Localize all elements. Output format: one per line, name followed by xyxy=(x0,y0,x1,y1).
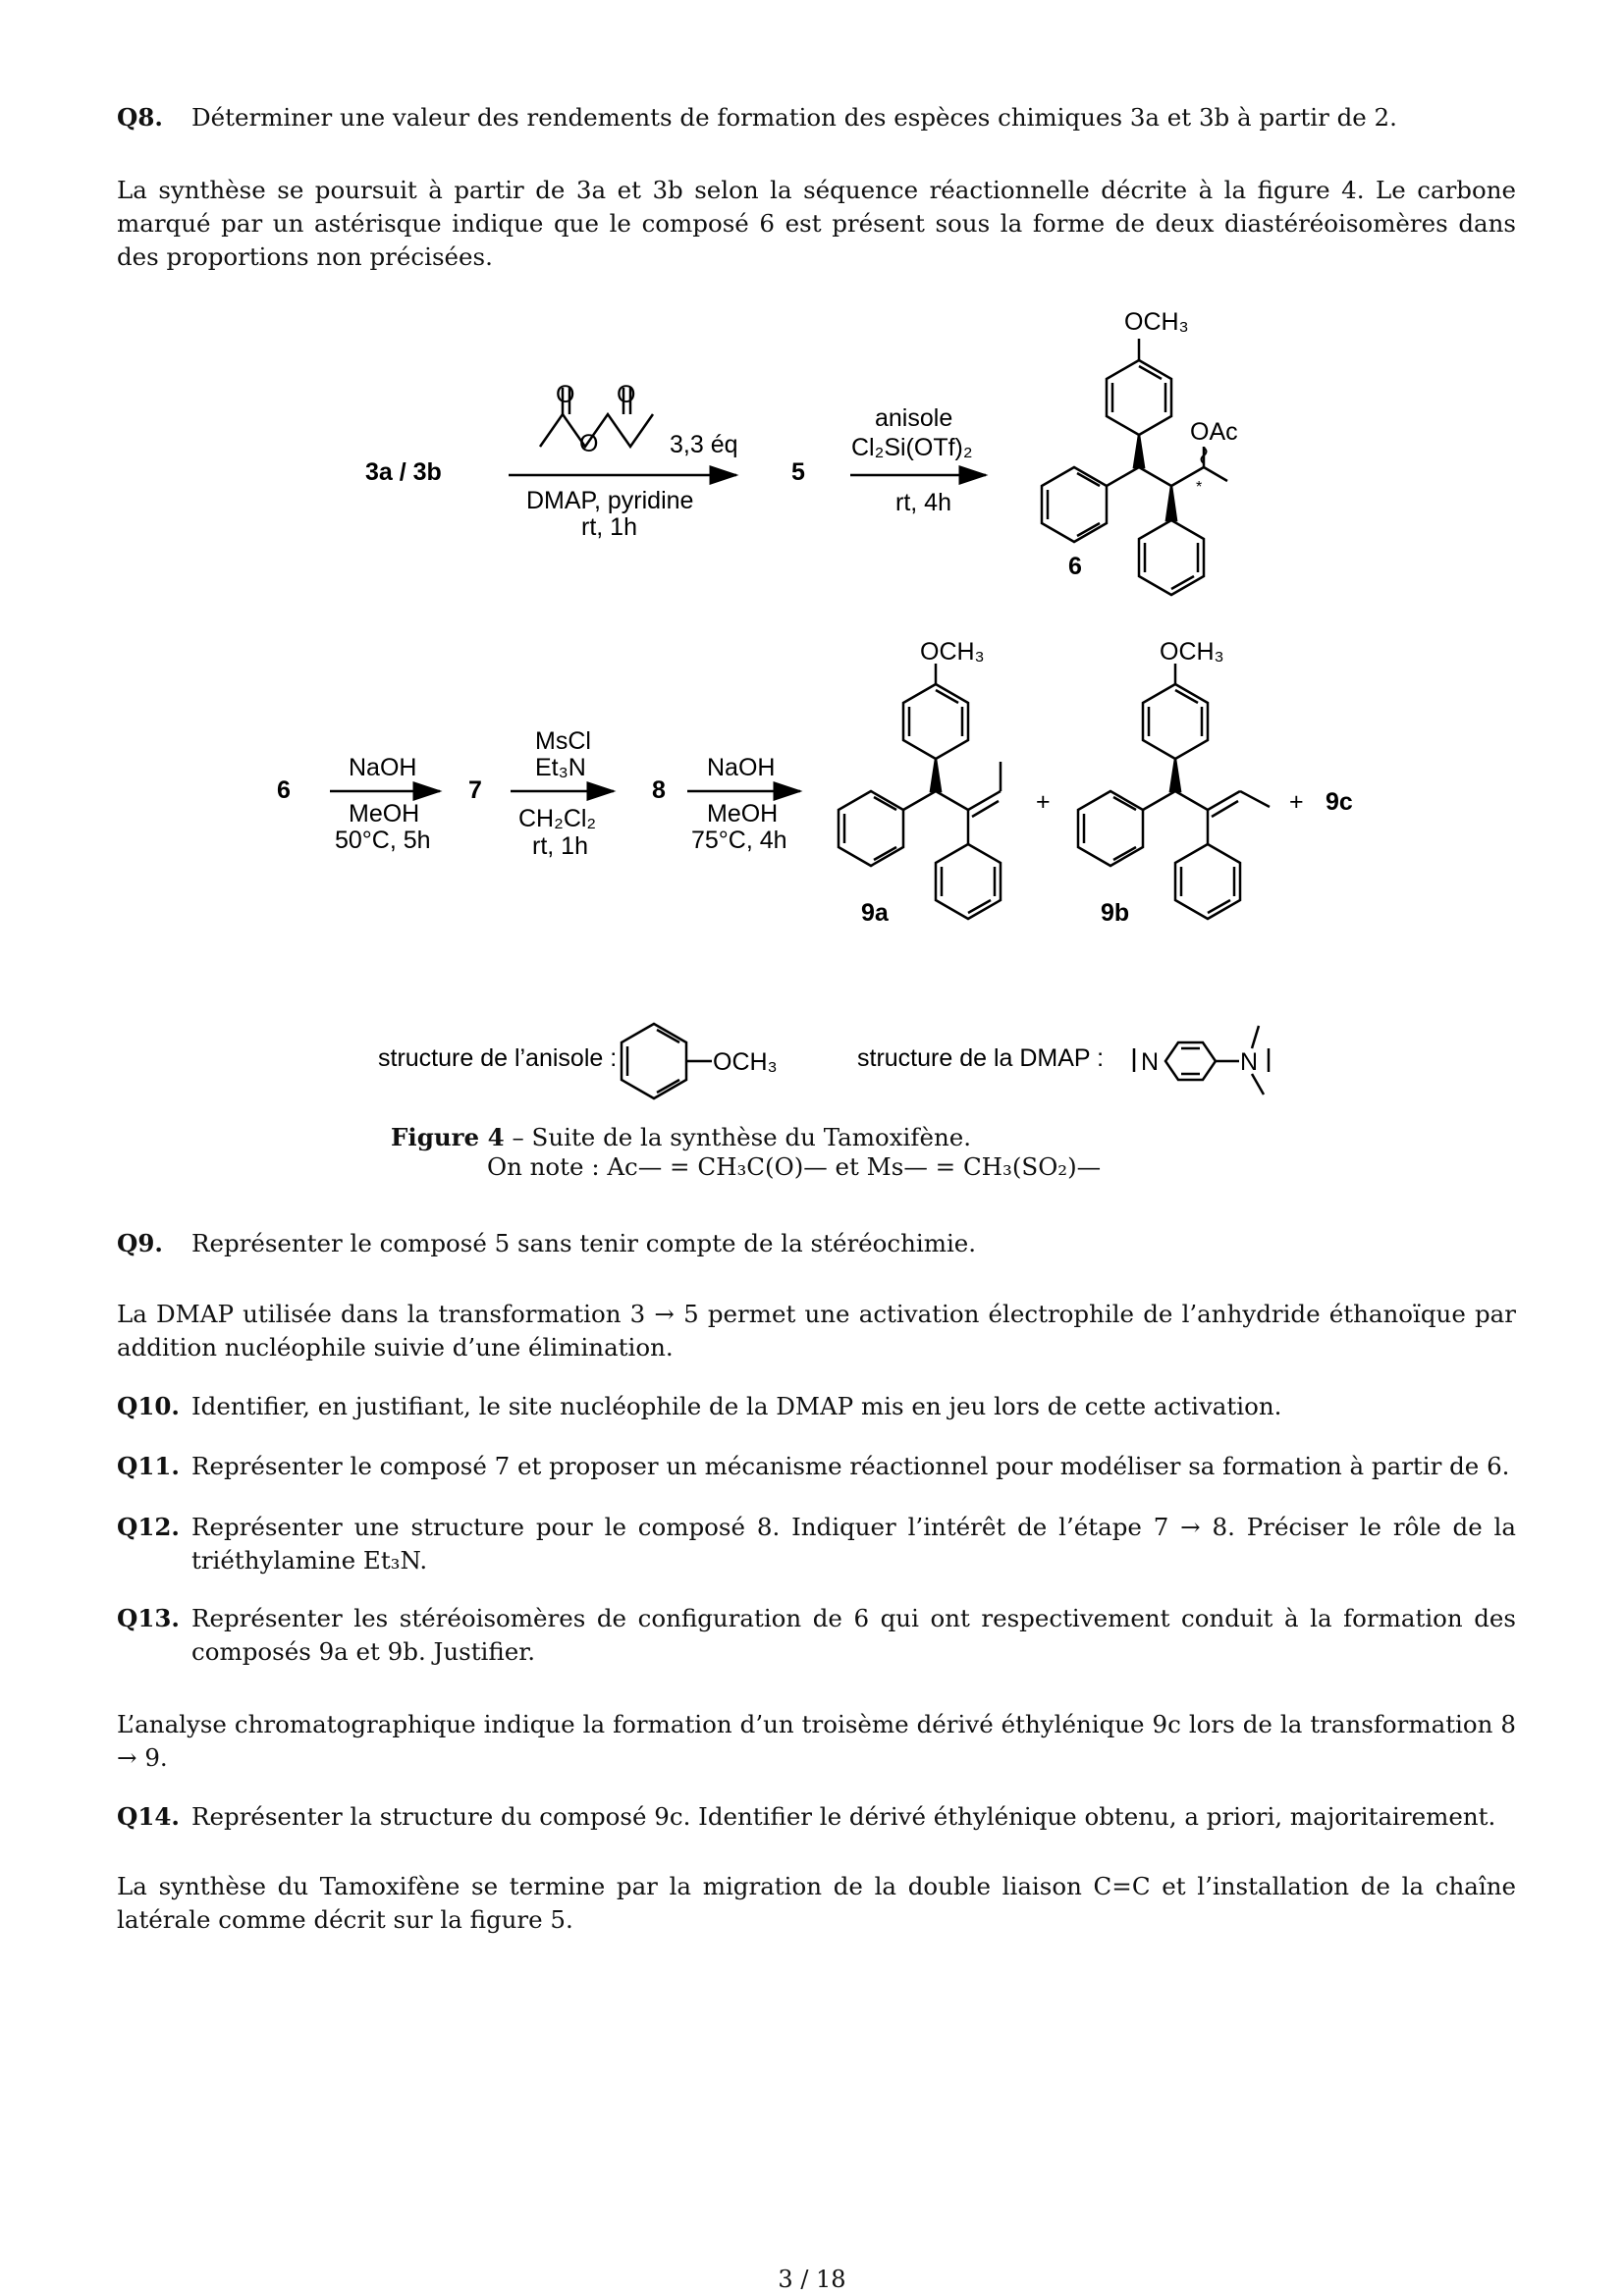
question-number: Q8. xyxy=(117,103,163,132)
start-compounds-label: 3a / 3b xyxy=(365,458,442,486)
compound-6-label: 6 xyxy=(1068,553,1082,580)
question-number: Q9. xyxy=(117,1229,163,1257)
question-text: Représenter une structure pour le composé 8. Indiquer l’intérêt de l’étape 7 → 8. Préciser le rôle de la triéthylamine Et₃N. xyxy=(191,1513,1516,1575)
question-q13 xyxy=(117,1602,1516,1669)
conditions-label: rt, 1h xyxy=(532,832,588,860)
conditions-label: 75°C, 4h xyxy=(691,827,787,854)
anisole-structure-label: structure de l’anisole : xyxy=(378,1044,618,1072)
reagent-catalyst: Cl₂Si(OTf)₂ xyxy=(851,434,973,461)
plus-sign: + xyxy=(1289,788,1304,816)
question-number: Q14. xyxy=(117,1802,180,1831)
figure-note: On note : Ac— = CH₃C(O)— et Ms— = CH₃(SO₂)— xyxy=(487,1152,1102,1181)
compound-6-label: 6 xyxy=(277,776,291,804)
chromatography-paragraph: L’analyse chromatographique indique la formation d’un troisème dérivé éthylénique 9c lors de la transformation 8 → 9. xyxy=(117,1710,1516,1772)
reagent-et3n: Et₃N xyxy=(535,754,586,781)
question-q14 xyxy=(117,1800,1516,1834)
nitrogen-label: N xyxy=(1240,1048,1259,1076)
question-q10 xyxy=(117,1390,1516,1423)
methoxy-label: OCH₃ xyxy=(713,1048,778,1076)
figure-caption-text: – Suite de la synthèse du Tamoxifène. xyxy=(504,1123,972,1151)
reagent-anisole: anisole xyxy=(875,404,953,432)
page-number: 3 / 18 xyxy=(778,2266,846,2293)
compound-9a-label: 9a xyxy=(861,899,889,927)
conditions-time: rt, 1h xyxy=(581,513,637,541)
question-text: Représenter les stéréoisomères de configuration de 6 qui ont respectivement conduit à la formation des composés 9a et 9b. Justifier. xyxy=(191,1604,1516,1666)
methoxy-label: OCH₃ xyxy=(920,638,985,666)
figure-caption xyxy=(391,1123,1274,1182)
oxygen-label: O xyxy=(556,381,575,408)
plus-sign: + xyxy=(1036,788,1051,816)
equivalents-label: 3,3 éq xyxy=(670,431,738,458)
question-text: Représenter le composé 5 sans tenir compte de la stéréochimie. xyxy=(191,1229,977,1257)
methoxy-label: OCH₃ xyxy=(1124,308,1189,336)
question-number: Q11. xyxy=(117,1452,180,1480)
acetate-label: OAc xyxy=(1190,418,1238,446)
dmap-paragraph: La DMAP utilisée dans la transformation 3 → 5 permet une activation électrophile de l’anhydride éthanoïque par addition nucléophile suivie d’une élimination. xyxy=(117,1300,1516,1362)
question-text: Représenter la structure du composé 9c. Identifier le dérivé éthylénique obtenu, a priori, majoritairement. xyxy=(191,1802,1496,1831)
question-number: Q12. xyxy=(117,1513,180,1541)
nitrogen-label: N xyxy=(1141,1048,1160,1076)
methoxy-label: OCH₃ xyxy=(1160,638,1224,666)
conditions-label: 50°C, 5h xyxy=(335,827,431,854)
oxygen-label: O xyxy=(617,381,636,408)
final-paragraph: La synthèse du Tamoxifène se termine par la migration de la double liaison C=C et l’installation de la chaîne latérale comme décrit sur la figure 5. xyxy=(117,1872,1516,1934)
anisole-structure xyxy=(622,1024,712,1098)
intro-paragraph: La synthèse se poursuit à partir de 3a et 3b selon la séquence réactionnelle décrite à la figure 4. Le carbone marqué par un astérisque indique que le composé 6 est présent sous la forme de deux diastéréoisomères dans des proportions non précisées. xyxy=(117,176,1516,271)
compound-9b-structure xyxy=(1078,664,1270,919)
reagent-naoh: NaOH xyxy=(349,754,417,781)
conditions-time: rt, 4h xyxy=(895,489,951,516)
compound-9b-label: 9b xyxy=(1101,899,1130,927)
question-q12 xyxy=(117,1511,1516,1577)
solvent-label: MeOH xyxy=(707,800,779,828)
compound-9a-structure xyxy=(839,664,1001,919)
question-q11 xyxy=(117,1450,1516,1483)
compound-5-label: 5 xyxy=(791,458,805,486)
compound-8-label: 8 xyxy=(652,776,666,804)
solvent-label: MeOH xyxy=(349,800,420,828)
question-number: Q13. xyxy=(117,1604,180,1632)
conditions-reagents: DMAP, pyridine xyxy=(526,487,694,514)
question-text: Identifier, en justifiant, le site nucléophile de la DMAP mis en jeu lors de cette activation. xyxy=(191,1392,1282,1420)
compound-9c-label: 9c xyxy=(1326,788,1353,816)
question-text: Représenter le composé 7 et proposer un mécanisme réactionnel pour modéliser sa formation à partir de 6. xyxy=(191,1452,1510,1480)
reagent-mscl: MsCl xyxy=(535,727,591,755)
question-number: Q10. xyxy=(117,1392,180,1420)
dmap-structure-label: structure de la DMAP : xyxy=(857,1044,1105,1072)
solvent-label: CH₂Cl₂ xyxy=(518,805,597,832)
compound-7-label: 7 xyxy=(468,776,482,804)
stereocenter-star: * xyxy=(1196,479,1203,496)
question-text: Déterminer une valeur des rendements de formation des espèces chimiques 3a et 3b à partir de 2. xyxy=(191,103,1397,132)
question-q9 xyxy=(117,1227,1516,1260)
figure-title: Figure 4 xyxy=(391,1123,505,1151)
reagent-naoh: NaOH xyxy=(707,754,776,781)
oxygen-label: O xyxy=(579,430,599,457)
